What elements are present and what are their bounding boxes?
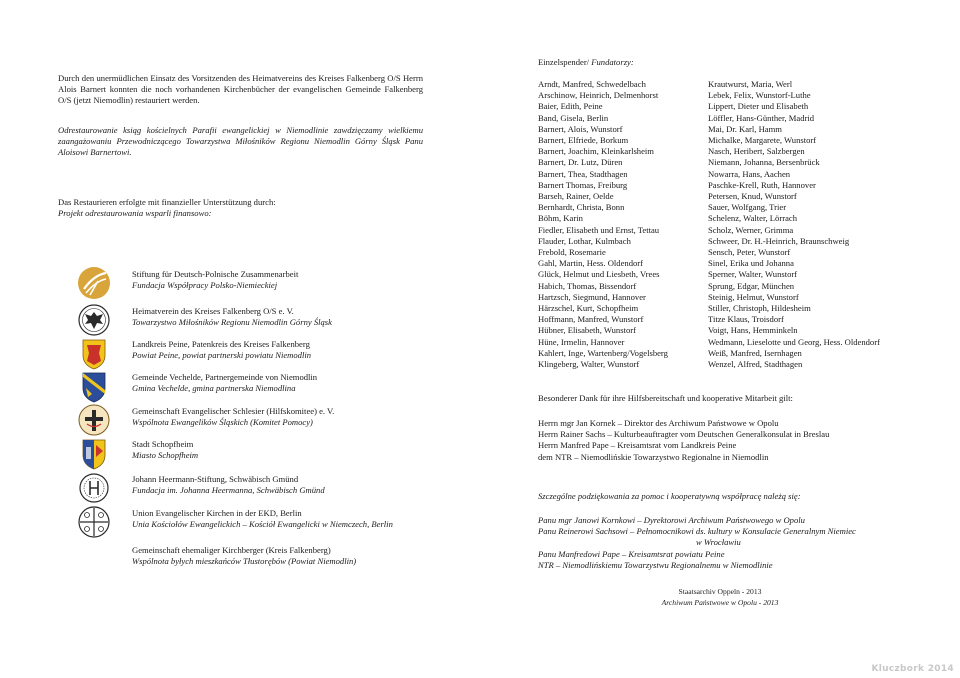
donors-heading-german: Einzelspender/ — [538, 57, 590, 67]
support-heading-polish: Projekt odrestaurowania wsparli finansowo: — [58, 208, 212, 218]
archive-name-polish: Archiwum Państwowe w Opolu - 2013 — [661, 598, 779, 607]
donor-entry: Voigt, Hans, Hemminkeln — [708, 325, 798, 336]
donor-entry: Sauer, Wolfgang, Trier — [708, 202, 787, 213]
donor-entry: Barnert, Alois, Wunstorf — [538, 123, 623, 134]
sponsor-name-polish: Wspólnota byłych mieszkańców Tłustorębów (Powiat Niemodlin) — [132, 556, 357, 566]
donor-entry: Hübner, Elisabeth, Wunstorf — [538, 325, 636, 336]
donor-entry: Paschke-Krell, Ruth, Hannover — [708, 179, 816, 190]
donor-entry: Scholz, Werner, Grimma — [708, 224, 794, 235]
thanks-list-german — [538, 418, 829, 463]
donor-entry: Sinel, Erika und Johanna — [708, 258, 794, 269]
thanks-line: NTR – Niemodlińskiemu Towarzystwu Regionalnemu w Niemodlinie — [538, 559, 773, 570]
donor-entry: Titze Klaus, Troisdorf — [708, 314, 784, 325]
sponsor-item — [76, 504, 466, 538]
sponsor-name-german: Stadt Schopfheim — [132, 439, 194, 449]
donor-entry: Wedmann, Lieselotte und Georg, Hess. Oldendorf — [708, 336, 880, 347]
donor-entry: Barnert, Dr. Lutz, Düren — [538, 157, 623, 168]
sponsor-name-polish: Gmina Vechelde, gmina partnerska Niemodlina — [132, 383, 296, 393]
sponsor-name-polish: Fundacja Współpracy Polsko-Niemieckiej — [132, 280, 278, 290]
donor-column-right — [708, 79, 958, 370]
sponsor-name-polish: Miasto Schopfheim — [132, 450, 199, 460]
sponsor-name-german: Gemeinschaft ehemaliger Kirchberger (Kreis Falkenberg) — [132, 545, 331, 555]
donor-entry: Hoffmann, Manfred, Wunstorf — [538, 314, 644, 325]
donor-entry: Bernhardt, Christa, Bonn — [538, 202, 625, 213]
sponsor-name-polish: Fundacja im. Johanna Heermanna, Schwäbisch Gmünd — [132, 485, 325, 495]
donor-entry: Barnert, Joachim, Kleinkarlsheim — [538, 146, 654, 157]
donors-heading — [538, 57, 634, 67]
intro-german: Durch den unermüdlichen Einsatz des Vorsitzenden des Heimatvereins des Kreises Falkenberg O/S Herrn Alois Barnert konnten die noch vorhandenen Kirchenbücher der evangelischen Gemeinde Falkenberg O/S (jetzt Niemodlin) restauriert werden. — [58, 73, 423, 105]
donor-entry: Arndt, Manfred, Schwedelbach — [538, 79, 646, 89]
donor-entry: Klingeberg, Walter, Wunstorf — [538, 359, 640, 370]
donor-entry: Baier, Edith, Peine — [538, 101, 603, 112]
archive-footer — [480, 586, 960, 608]
sponsor-name-german: Landkreis Peine, Patenkreis des Kreises Falkenberg — [132, 339, 310, 349]
sponsor-text — [132, 339, 311, 361]
donor-entry: Schweer, Dr. H.-Heinrich, Braunschweig — [708, 235, 850, 246]
donor-entry: Barnert, Elfriede, Borkum — [538, 135, 629, 146]
sponsor-item — [76, 265, 466, 299]
donor-entry: Michalke, Margarete, Wunstorf — [708, 135, 817, 146]
sponsor-text — [132, 439, 198, 461]
donor-entry: Niemann, Johanna, Bersenbrück — [708, 157, 820, 168]
sponsor-item — [76, 368, 466, 402]
sponsor-name-polish: Wspólnota Ewangelików Śląskich (Komitet Pomocy) — [132, 417, 313, 427]
donor-entry: Steinig, Helmut, Wunstorf — [708, 291, 799, 302]
peine-coat-of-arms-icon — [76, 335, 112, 371]
donor-entry: Schelenz, Walter, Lörrach — [708, 213, 797, 224]
donor-entry: Nasch, Heribert, Salzbergen — [708, 146, 805, 157]
donor-entry: Petersen, Knud, Wunstorf — [708, 191, 797, 202]
sponsor-text — [132, 306, 332, 328]
sponsor-name-german: Johann Heermann-Stiftung, Schwäbisch Gmünd — [132, 474, 299, 484]
donor-entry: Hüne, Irmelin, Hannover — [538, 336, 625, 347]
donor-entry: Böhm, Karin — [538, 213, 583, 224]
donor-entry: Sensch, Peter, Wunstorf — [708, 247, 791, 258]
donor-entry: Glück, Helmut und Liesbeth, Vrees — [538, 269, 660, 280]
donor-entry: Gahl, Martin, Hess. Oldendorf — [538, 258, 644, 269]
donors-heading-polish: Fundatorzy: — [591, 57, 634, 67]
donor-entry: Flauder, Lothar, Kulmbach — [538, 235, 631, 246]
thanks-line: Herrn mgr Jan Kornek – Direktor des Archiwum Państwowe w Opolu — [538, 418, 779, 428]
sponsor-name-polish: Unia Kościołów Ewangelickich – Kościół Ewangelicki w Niemczech, Berlin — [132, 519, 393, 529]
archive-name-german: Staatsarchiv Oppeln - 2013 — [678, 587, 762, 596]
thanks-line: dem NTR – Niemodlińskie Towarzystwo Regionalne in Niemodlin — [538, 451, 769, 462]
donor-entry: Arschinow, Heinrich, Delmenhorst — [538, 90, 659, 101]
support-heading-german: Das Restaurieren erfolgte mit finanzieller Unterstützung durch: — [58, 197, 276, 207]
intro-polish: Odrestaurowanie ksiąg kościelnych Parafii ewangelickiej w Niemodlinie zawdzięczamy wielkiemu zaangażowaniu Przewodniczącego Towarzystwa Miłośników Regionu Niemodlin Górny Śląsk Panu Aloisowi Barnertowi. — [58, 125, 423, 157]
fwpn-logo-icon — [76, 265, 112, 301]
right-page — [480, 0, 960, 678]
sponsor-name-german: Heimatverein des Kreises Falkenberg O/S e. V. — [132, 306, 294, 316]
support-heading — [58, 197, 423, 219]
sponsor-item — [76, 402, 466, 436]
thanks-line: Herrn Manfred Pape – Kreisamtsrat vom Landkreis Peine — [538, 440, 737, 451]
sponsor-text — [132, 372, 317, 394]
sponsor-item — [76, 470, 466, 504]
donor-entry: Frebold, Rosemarie — [538, 247, 606, 258]
sponsor-text — [132, 545, 356, 567]
donor-entry: Lippert, Dieter und Elisabeth — [708, 101, 809, 112]
sponsor-text — [132, 406, 334, 428]
thanks-line: w Wrocławiu — [696, 537, 741, 548]
donor-entry: Härzschel, Kurt, Schopfheim — [538, 303, 639, 314]
thanks-line: Panu mgr Janowi Kornkowi – Dyrektorowi Archiwum Państwowego w Opolu — [538, 515, 805, 525]
sponsor-item — [76, 335, 466, 369]
sponsor-item — [76, 541, 466, 575]
sponsor-name-german: Union Evangelischer Kirchen in der EKD, Berlin — [132, 508, 302, 518]
eagle-seal-icon — [76, 302, 112, 338]
donor-entry: Sprung, Edgar, München — [708, 280, 795, 291]
donor-entry: Barseh, Rainer, Oelde — [538, 191, 614, 202]
vechelde-coat-of-arms-icon — [76, 368, 112, 404]
sponsor-item — [76, 435, 466, 469]
donor-entry: Stiller, Christoph, Hildesheim — [708, 303, 811, 314]
thanks-heading-german: Besonderer Dank für ihre Hilfsbereitschaft und kooperative Mitarbeit gilt: — [538, 393, 793, 403]
sponsor-text — [132, 474, 325, 496]
thanks-list-polish — [538, 515, 856, 571]
sponsor-text — [132, 508, 393, 530]
heermann-foundation-logo-icon — [76, 470, 112, 506]
sponsor-name-german: Gemeinde Vechelde, Partnergemeinde von Niemodlin — [132, 372, 318, 382]
donor-entry: Sperner, Walter, Wunstorf — [708, 269, 798, 280]
donor-entry: Kahlert, Inge, Wartenberg/Vogelsberg — [538, 347, 668, 358]
donor-entry: Fiedler, Elisabeth und Ernst, Tettau — [538, 224, 660, 235]
donor-entry: Weiß, Manfred, Isernhagen — [708, 347, 802, 358]
donor-entry: Hartzsch, Siegmund, Hannover — [538, 291, 646, 302]
donor-entry: Mai, Dr. Karl, Hamm — [708, 123, 782, 134]
uek-cross-seal-icon — [76, 504, 112, 540]
donor-entry: Barnert, Thea, Stadthagen — [538, 168, 628, 179]
donor-entry: Lebek, Felix, Wunstorf-Luthe — [708, 90, 811, 101]
donor-entry: Habich, Thomas, Bissendorf — [538, 280, 637, 291]
sponsor-name-polish: Powiat Peine, powiat partnerski powiatu Niemodlin — [132, 350, 312, 360]
donor-entry: Krautwurst, Maria, Werl — [708, 79, 793, 89]
silesian-cross-emblem-icon — [76, 402, 112, 438]
donor-entry: Band, Gisela, Berlin — [538, 112, 609, 123]
donor-entry: Wenzel, Alfred, Stadthagen — [708, 359, 803, 370]
thanks-line: Herrn Rainer Sachs – Kulturbeauftragter vom Deutschen Generalkonsulat in Breslau — [538, 429, 830, 440]
sponsor-text — [132, 269, 298, 291]
donor-entry: Nowarra, Hans, Aachen — [708, 168, 791, 179]
schopfheim-coat-of-arms-icon — [76, 435, 112, 471]
donor-entry: Löffler, Hans-Günther, Madrid — [708, 112, 815, 123]
donor-column-left — [538, 79, 708, 370]
sponsor-name-polish: Towarzystwo Miłośników Regionu Niemodlin Górny Śląsk — [132, 317, 332, 327]
thanks-line: Panu Manfredowi Pape – Kreisamtsrat powiatu Peine — [538, 548, 725, 559]
donor-entry: Barnert Thomas, Freiburg — [538, 179, 628, 190]
sponsor-item — [76, 302, 466, 336]
watermark: Kluczbork 2014 — [871, 664, 954, 674]
sponsor-name-german: Gemeinschaft Evangelischer Schlesier (Hilfskomitee) e. V. — [132, 406, 335, 416]
thanks-heading-polish: Szczególne podziękowania za pomoc i kooperatywną współpracę należą się: — [538, 491, 801, 501]
thanks-line: Panu Reinerowi Sachsowi – Pełnomocnikowi ds. kultury w Konsulacie Generalnym Niemiec — [538, 526, 856, 537]
sponsor-name-german: Stiftung für Deutsch-Polnische Zusammenarbeit — [132, 269, 299, 279]
